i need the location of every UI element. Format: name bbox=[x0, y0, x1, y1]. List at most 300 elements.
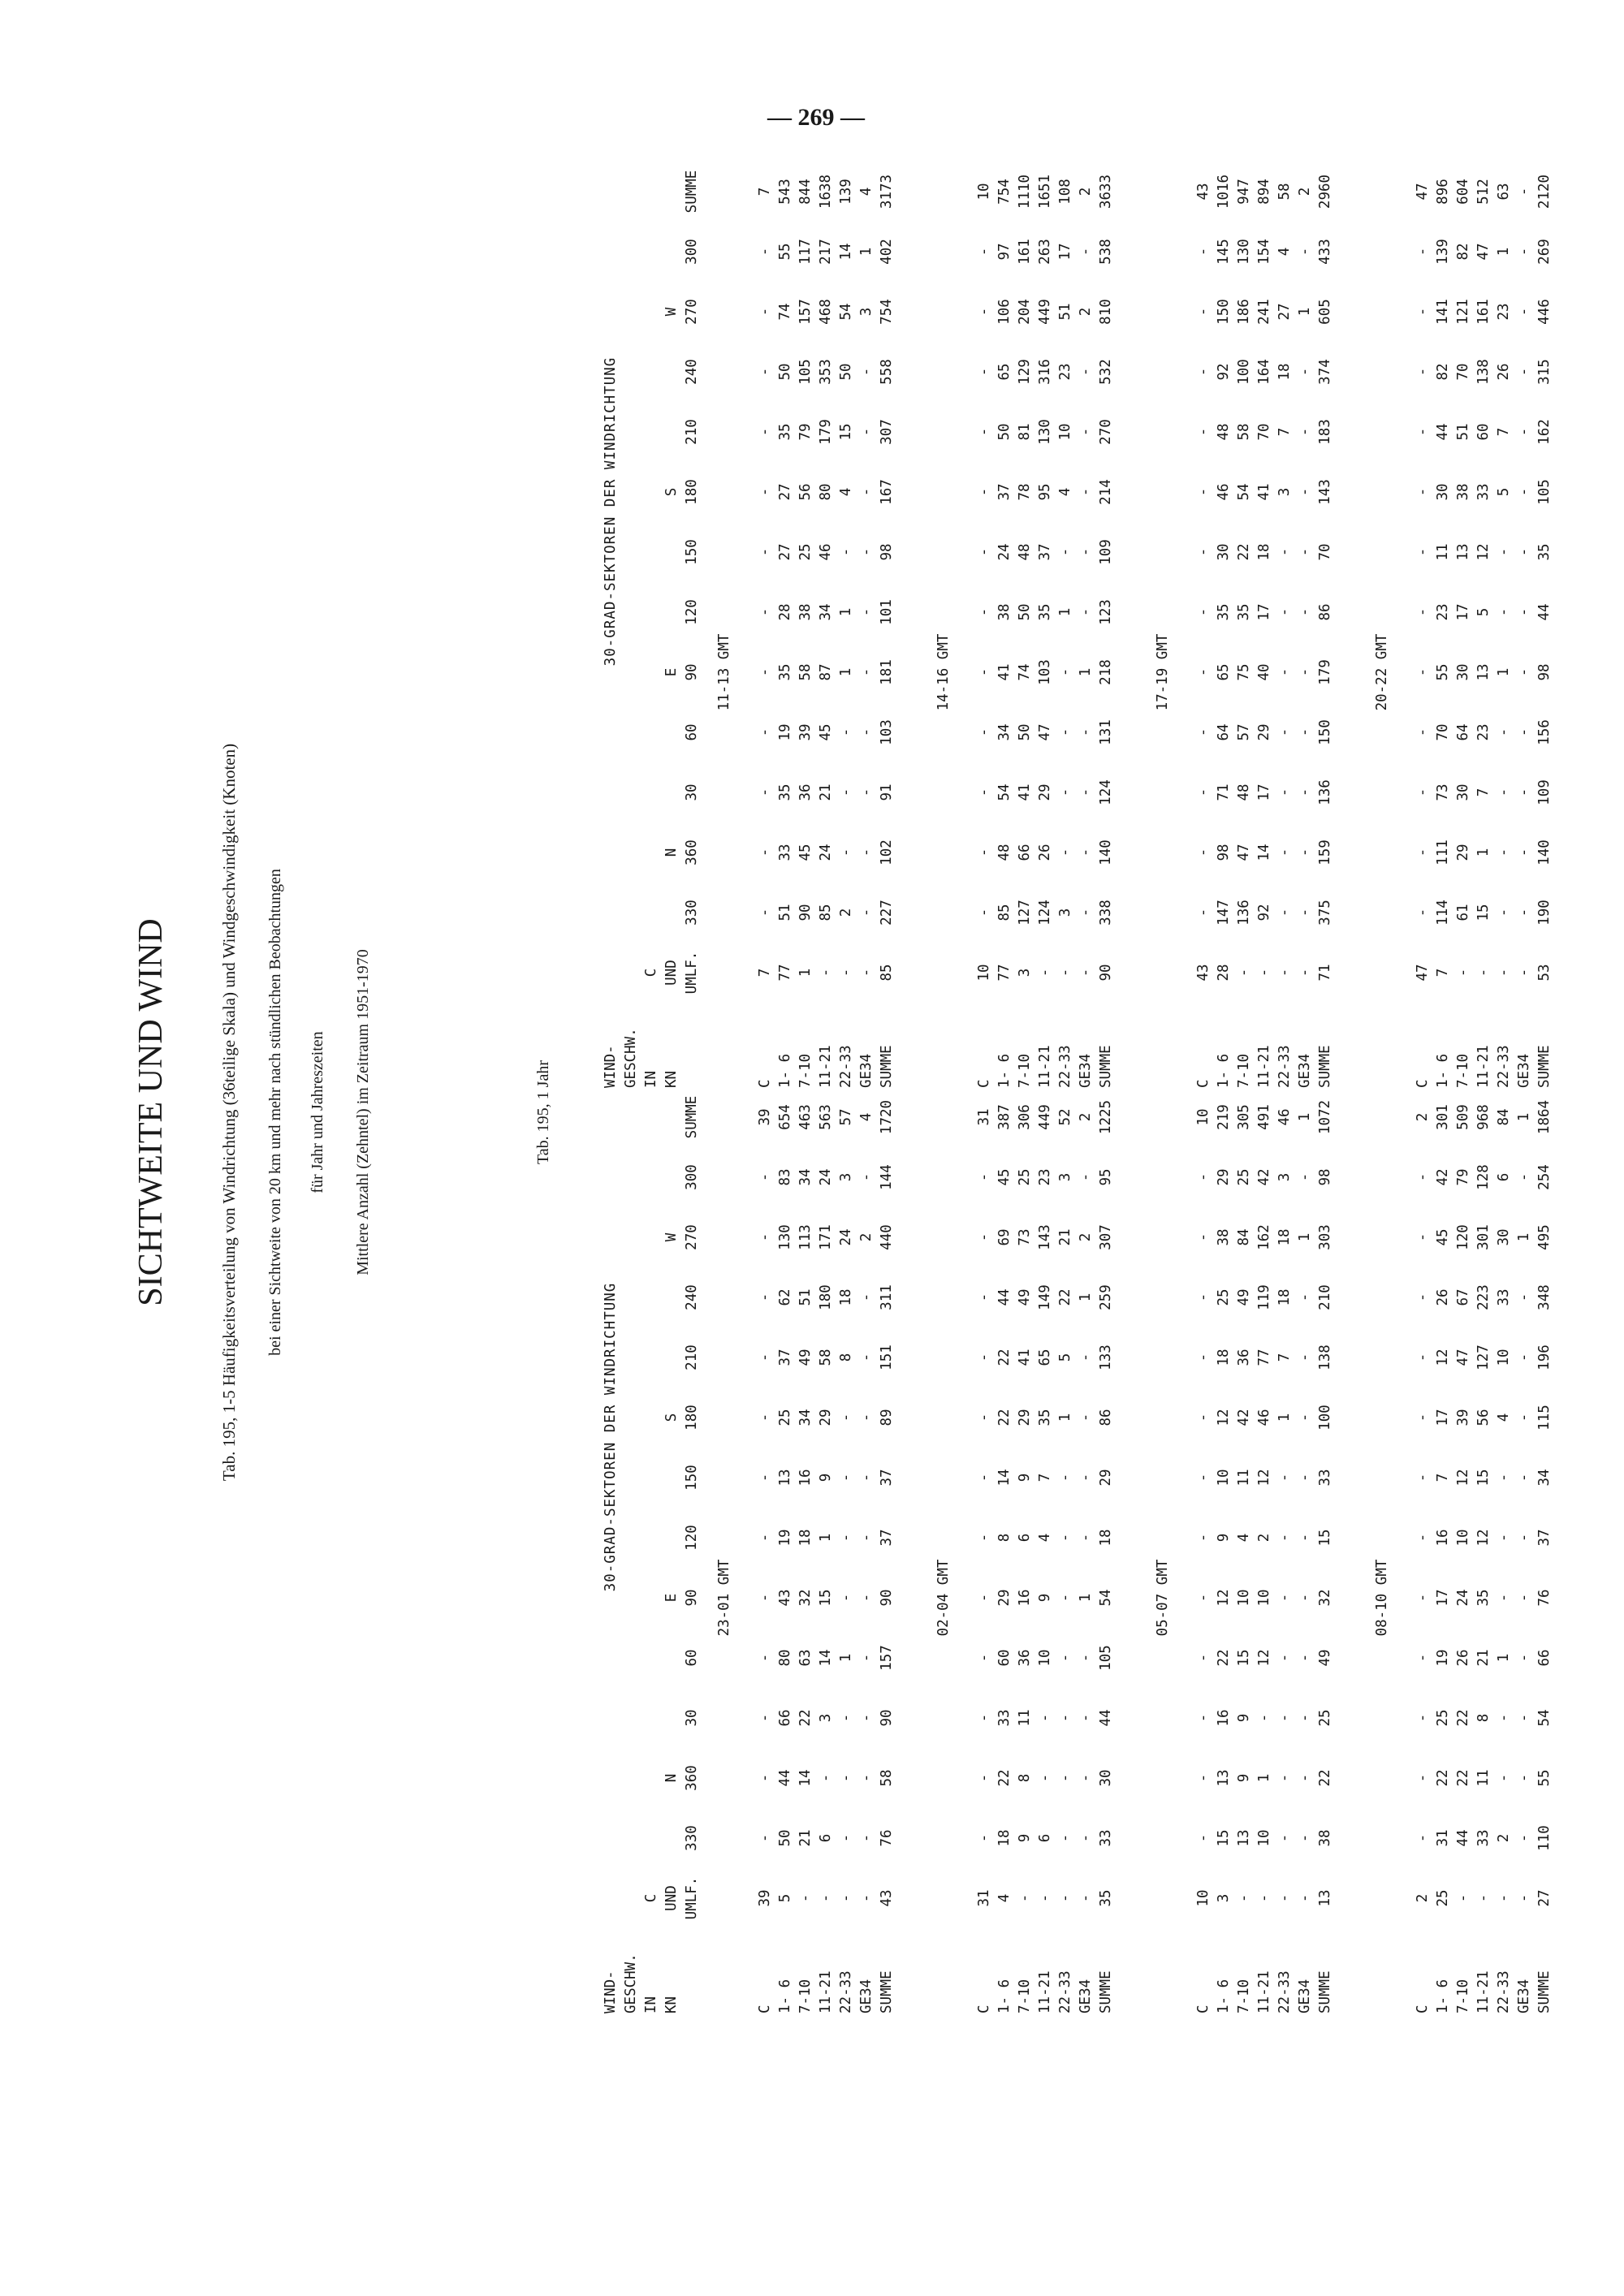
table-cell: 145 bbox=[1216, 239, 1232, 265]
table-cell: 23 bbox=[1475, 723, 1492, 741]
table-cell: 29 bbox=[1216, 1168, 1232, 1186]
table-cell: 1 bbox=[858, 247, 875, 257]
direction-header: 150 bbox=[684, 1465, 700, 1491]
table-cell: - bbox=[1516, 427, 1532, 437]
table-cell: - bbox=[1516, 1653, 1532, 1663]
table-cell: 17 bbox=[1455, 603, 1471, 621]
table-cell: 22 bbox=[1317, 1769, 1333, 1787]
table-cell: 440 bbox=[879, 1224, 895, 1250]
table-cell: - bbox=[757, 427, 773, 437]
table-cell: 22 bbox=[1236, 543, 1252, 561]
table-cell: 23 bbox=[1057, 363, 1073, 381]
table-cell: 35 bbox=[777, 663, 793, 681]
table-cell: 303 bbox=[1317, 1224, 1333, 1250]
row-label: SUMME bbox=[1536, 1045, 1553, 1088]
table-cell: 1638 bbox=[818, 174, 834, 209]
table-cell: 141 bbox=[1435, 299, 1451, 325]
table-cell: 33 bbox=[996, 1709, 1013, 1727]
table-cell: 37 bbox=[777, 1349, 793, 1366]
table-cell: 18 bbox=[1098, 1529, 1114, 1547]
table-cell: 24 bbox=[1455, 1589, 1471, 1607]
table-cell: 1864 bbox=[1536, 1099, 1553, 1135]
main-title: SICHTWEITE UND WIND bbox=[132, 918, 170, 1306]
table-cell: 47 bbox=[1236, 844, 1252, 861]
table-row bbox=[836, 179, 857, 1088]
table-cell: - bbox=[757, 367, 773, 377]
time-section-label: 02-04 GMT bbox=[935, 1559, 952, 1637]
time-section-label: 11-13 GMT bbox=[716, 633, 732, 711]
table-cell: - bbox=[1496, 1773, 1512, 1783]
sector-title: 30-GRAD-SEKTOREN DER WINDRICHTUNG bbox=[603, 356, 619, 667]
table-cell: - bbox=[1415, 607, 1431, 617]
row-label: 7-10 bbox=[1236, 1979, 1252, 2013]
table-row bbox=[1076, 179, 1096, 1088]
table-row bbox=[836, 1104, 857, 2013]
table-cell: - bbox=[1415, 1172, 1431, 1182]
table-cell: 27 bbox=[1276, 303, 1293, 321]
row-label: 11-21 bbox=[818, 1045, 834, 1088]
table-cell: 10 bbox=[1195, 1108, 1212, 1126]
table-row bbox=[877, 174, 897, 1088]
table-cell: - bbox=[1078, 968, 1094, 978]
table-cell: 50 bbox=[777, 1829, 793, 1847]
table-cell: - bbox=[858, 1893, 875, 1903]
table-row bbox=[995, 179, 1015, 1088]
table-cell: 48 bbox=[1236, 783, 1252, 801]
table-cell: - bbox=[757, 1413, 773, 1422]
table-cell: 263 bbox=[1037, 239, 1053, 265]
table-cell: - bbox=[1057, 788, 1073, 797]
table-row bbox=[1015, 1104, 1035, 2013]
table-cell: - bbox=[1078, 1533, 1094, 1543]
table-cell: - bbox=[858, 487, 875, 497]
table-cell: 71 bbox=[1216, 783, 1232, 801]
table-cell: 76 bbox=[879, 1829, 895, 1847]
table-cell: 119 bbox=[1256, 1284, 1272, 1310]
row-label: 1- 6 bbox=[996, 1053, 1013, 1088]
row-label: 7-10 bbox=[1017, 1979, 1033, 2013]
table-cell: - bbox=[1415, 1773, 1431, 1783]
table-cell: - bbox=[1496, 1533, 1512, 1543]
direction-header: 120 bbox=[684, 1525, 700, 1551]
table-cell: 463 bbox=[797, 1104, 814, 1130]
table-cell: 74 bbox=[1017, 663, 1033, 681]
table-cell: 18 bbox=[996, 1829, 1013, 1847]
table-cell: 433 bbox=[1317, 239, 1333, 265]
table-cell: - bbox=[858, 1293, 875, 1302]
table-cell: 79 bbox=[1455, 1168, 1471, 1186]
table-cell: - bbox=[1516, 247, 1532, 257]
table-cell: 14 bbox=[1256, 844, 1272, 861]
table-cell: 38 bbox=[996, 603, 1013, 621]
table-cell: 48 bbox=[996, 844, 1013, 861]
table-cell: - bbox=[1037, 968, 1053, 978]
direction-header: 30 bbox=[684, 783, 700, 801]
table-cell: 92 bbox=[1256, 904, 1272, 921]
table-cell: 149 bbox=[1037, 1284, 1053, 1310]
table-cell: - bbox=[1195, 307, 1212, 317]
table-cell: 11 bbox=[1017, 1709, 1033, 1727]
table-cell: 353 bbox=[818, 359, 834, 385]
table-row bbox=[1474, 179, 1494, 1088]
table-cell: 315 bbox=[1536, 359, 1553, 385]
table-cell: 42 bbox=[1236, 1409, 1252, 1426]
table-cell: 446 bbox=[1536, 299, 1553, 325]
table-cell: 2 bbox=[1078, 187, 1094, 196]
table-cell: - bbox=[858, 367, 875, 377]
table-cell: 26 bbox=[1496, 363, 1512, 381]
table-cell: - bbox=[1276, 968, 1293, 978]
table-cell: - bbox=[1496, 908, 1512, 917]
table-cell: 306 bbox=[1017, 1104, 1033, 1130]
table-cell: 375 bbox=[1317, 900, 1333, 926]
table-cell: 13 bbox=[1317, 1889, 1333, 1907]
table-cell: - bbox=[976, 1232, 992, 1242]
table-cell: 140 bbox=[1098, 839, 1114, 865]
row-label: GE34 bbox=[1516, 1979, 1532, 2013]
row-label: SUMME bbox=[1536, 1970, 1553, 2013]
table-cell: 33 bbox=[1098, 1829, 1114, 1847]
table-cell: - bbox=[1516, 667, 1532, 677]
table-cell: - bbox=[1195, 1353, 1212, 1362]
table-row bbox=[1056, 179, 1076, 1088]
table-cell: 2 bbox=[1078, 1232, 1094, 1242]
table-cell: 12 bbox=[1455, 1469, 1471, 1487]
table-cell: 31 bbox=[1435, 1829, 1451, 1847]
table-cell: 4 bbox=[858, 187, 875, 196]
table-cell: 3 bbox=[1057, 908, 1073, 917]
table-cell: 35 bbox=[1098, 1889, 1114, 1907]
table-row bbox=[974, 1104, 995, 2013]
wind-speed-header-2: GESCHW. bbox=[623, 1953, 639, 2013]
table-cell: 15 bbox=[1475, 904, 1492, 921]
table-cell: 35 bbox=[777, 783, 793, 801]
table-row bbox=[1255, 179, 1275, 1088]
table-cell: 14 bbox=[797, 1769, 814, 1787]
table-cell: 77 bbox=[777, 964, 793, 982]
table-cell: 11 bbox=[1475, 1769, 1492, 1787]
row-label: 7-10 bbox=[797, 1053, 814, 1088]
compass-letter: N bbox=[663, 1773, 680, 1783]
table-cell: 58 bbox=[1236, 423, 1252, 441]
table-cell: - bbox=[1078, 1473, 1094, 1482]
table-cell: - bbox=[1297, 607, 1313, 617]
table-cell: 128 bbox=[1475, 1164, 1492, 1190]
table-cell: 16 bbox=[797, 1469, 814, 1487]
table-cell: 51 bbox=[797, 1288, 814, 1306]
table-cell: 26 bbox=[1037, 844, 1053, 861]
table-cell: 9 bbox=[1037, 1593, 1053, 1603]
table-cell: 82 bbox=[1435, 363, 1451, 381]
table-cell: - bbox=[976, 1293, 992, 1302]
table-cell: 95 bbox=[1098, 1168, 1114, 1186]
table-cell: 254 bbox=[1536, 1164, 1553, 1190]
table-cell: 57 bbox=[838, 1108, 854, 1126]
table-cell: - bbox=[1516, 848, 1532, 857]
table-cell: 1 bbox=[1276, 1413, 1293, 1422]
table-cell: - bbox=[757, 1232, 773, 1242]
table-cell: - bbox=[757, 1172, 773, 1182]
table-cell: 154 bbox=[1256, 239, 1272, 265]
table-cell: 8 bbox=[996, 1533, 1013, 1543]
table-cell: 204 bbox=[1017, 299, 1033, 325]
table-cell: 53 bbox=[1536, 964, 1553, 982]
table-cell: 51 bbox=[1455, 423, 1471, 441]
table-cell: 156 bbox=[1536, 719, 1553, 745]
table-cell: 75 bbox=[1236, 663, 1252, 681]
table-cell: 1 bbox=[818, 1533, 834, 1543]
table-cell: 117 bbox=[797, 239, 814, 265]
table-row bbox=[857, 1104, 877, 2013]
table-cell: - bbox=[1195, 1232, 1212, 1242]
table-cell: 80 bbox=[818, 483, 834, 501]
table-cell: - bbox=[1276, 667, 1293, 677]
table-cell: 44 bbox=[1098, 1709, 1114, 1727]
table-row bbox=[1194, 179, 1214, 1088]
table-cell: - bbox=[858, 1653, 875, 1663]
row-label: 1- 6 bbox=[1435, 1053, 1451, 1088]
table-cell: - bbox=[858, 968, 875, 978]
table-cell: - bbox=[1057, 848, 1073, 857]
table-cell: 84 bbox=[1236, 1228, 1252, 1246]
table-cell: - bbox=[976, 788, 992, 797]
table-row bbox=[1076, 1104, 1096, 2013]
row-label: C bbox=[1195, 1079, 1212, 1088]
table-cell: - bbox=[1195, 427, 1212, 437]
row-label: 1- 6 bbox=[1216, 1979, 1232, 2013]
table-cell: 214 bbox=[1098, 479, 1114, 505]
table-cell: - bbox=[757, 1773, 773, 1783]
table-cell: 509 bbox=[1455, 1104, 1471, 1130]
table-cell: 25 bbox=[1236, 1168, 1252, 1186]
row-label: 22-33 bbox=[838, 1970, 854, 2013]
table-cell: - bbox=[1297, 1533, 1313, 1543]
table-cell: - bbox=[1057, 1773, 1073, 1783]
table-cell: - bbox=[1516, 607, 1532, 617]
table-cell: - bbox=[1415, 427, 1431, 437]
table-cell: - bbox=[838, 1473, 854, 1482]
table-cell: 44 bbox=[777, 1769, 793, 1787]
table-cell: 12 bbox=[1256, 1469, 1272, 1487]
table-cell: 18 bbox=[1216, 1349, 1232, 1366]
table-row bbox=[1413, 179, 1433, 1088]
table-cell: 45 bbox=[797, 844, 814, 861]
table-cell: 491 bbox=[1256, 1104, 1272, 1130]
table-cell: 1 bbox=[838, 1653, 854, 1663]
table-cell: 30 bbox=[1496, 1228, 1512, 1246]
table-cell: 1 bbox=[1496, 247, 1512, 257]
table-cell: 10 bbox=[976, 183, 992, 201]
table-cell: 270 bbox=[1098, 419, 1114, 445]
table-cell: - bbox=[1078, 1653, 1094, 1663]
table-cell: - bbox=[976, 1172, 992, 1182]
table-cell: 27 bbox=[777, 543, 793, 561]
table-row bbox=[974, 179, 995, 1088]
table-cell: - bbox=[976, 1413, 992, 1422]
table-cell: - bbox=[757, 607, 773, 617]
table-cell: 9 bbox=[1017, 1833, 1033, 1843]
table-cell: - bbox=[757, 908, 773, 917]
table-cell: 35 bbox=[1475, 1589, 1492, 1607]
table-row bbox=[796, 179, 816, 1088]
table-cell: - bbox=[1415, 367, 1431, 377]
table-cell: 259 bbox=[1098, 1284, 1114, 1310]
table-cell: 22 bbox=[1435, 1769, 1451, 1787]
row-label: 7-10 bbox=[1017, 1053, 1033, 1088]
table-cell: - bbox=[858, 1533, 875, 1543]
table-cell: 54 bbox=[1536, 1709, 1553, 1727]
table-cell: 14 bbox=[996, 1469, 1013, 1487]
table-cell: 41 bbox=[1017, 783, 1033, 801]
table-cell: 1 bbox=[1256, 1773, 1272, 1783]
table-cell: - bbox=[976, 1533, 992, 1543]
table-cell: 33 bbox=[1475, 1829, 1492, 1847]
table-cell: - bbox=[858, 788, 875, 797]
table-cell: 86 bbox=[1098, 1409, 1114, 1426]
row-label: 7-10 bbox=[1236, 1053, 1252, 1088]
row-label: GE34 bbox=[1078, 1979, 1094, 2013]
table-cell: - bbox=[976, 307, 992, 317]
table-cell: - bbox=[1078, 547, 1094, 557]
table-cell: - bbox=[1195, 1473, 1212, 1482]
row-label: 22-33 bbox=[838, 1045, 854, 1088]
table-cell: 22 bbox=[996, 1769, 1013, 1787]
rotated-page-content bbox=[97, 170, 1553, 2030]
table-cell: - bbox=[757, 667, 773, 677]
table-cell: - bbox=[976, 1653, 992, 1663]
table-cell: 219 bbox=[1216, 1104, 1232, 1130]
table-cell: 22 bbox=[1057, 1288, 1073, 1306]
table-cell: 167 bbox=[879, 479, 895, 505]
table-cell: - bbox=[1297, 1473, 1313, 1482]
table-cell: - bbox=[1496, 968, 1512, 978]
table-cell: 30 bbox=[1455, 783, 1471, 801]
table-cell: 30 bbox=[1435, 483, 1451, 501]
direction-header: SUMME bbox=[684, 170, 700, 214]
table-cell: 563 bbox=[818, 1104, 834, 1130]
table-cell: 79 bbox=[797, 423, 814, 441]
table-row bbox=[816, 174, 836, 1088]
table-cell: 161 bbox=[1475, 299, 1492, 325]
table-cell: 227 bbox=[879, 900, 895, 926]
compass-letter: S bbox=[663, 487, 680, 497]
table-cell: 133 bbox=[1098, 1344, 1114, 1370]
table-cell: - bbox=[1496, 1893, 1512, 1903]
column-header bbox=[601, 170, 705, 1088]
table-row bbox=[1035, 1104, 1056, 2013]
table-cell: - bbox=[858, 1833, 875, 1843]
table-row bbox=[1315, 174, 1336, 1088]
row-label: 7-10 bbox=[1455, 1053, 1471, 1088]
table-cell: 7 bbox=[1475, 788, 1492, 797]
table-cell: 17 bbox=[1435, 1589, 1451, 1607]
table-cell: 10 bbox=[1037, 1649, 1053, 1667]
table-cell: 8 bbox=[1017, 1773, 1033, 1783]
table-cell: 22 bbox=[1455, 1769, 1471, 1787]
table-cell: - bbox=[1297, 1293, 1313, 1302]
table-cell: - bbox=[1297, 487, 1313, 497]
time-section-label: 20-22 GMT bbox=[1374, 633, 1390, 711]
table-cell: 57 bbox=[1236, 723, 1252, 741]
table-cell: - bbox=[1415, 247, 1431, 257]
table-cell: - bbox=[818, 1773, 834, 1783]
table-cell: 307 bbox=[1098, 1224, 1114, 1250]
table-cell: 14 bbox=[838, 243, 854, 261]
table-cell: 13 bbox=[1216, 1769, 1232, 1787]
table-cell: - bbox=[1516, 1833, 1532, 1843]
table-cell: 11 bbox=[1435, 543, 1451, 561]
table-cell: - bbox=[1297, 547, 1313, 557]
row-label: 1- 6 bbox=[996, 1979, 1013, 2013]
table-cell: - bbox=[1297, 788, 1313, 797]
table-cell: 60 bbox=[996, 1649, 1013, 1667]
table-cell: - bbox=[858, 1353, 875, 1362]
table-cell: - bbox=[1256, 968, 1272, 978]
table-cell: 51 bbox=[1057, 303, 1073, 321]
table-cell: - bbox=[1415, 1533, 1431, 1543]
table-cell: - bbox=[1297, 968, 1313, 978]
table-cell: 179 bbox=[1317, 659, 1333, 685]
table-cell: 1651 bbox=[1037, 174, 1053, 209]
table-cell: 1 bbox=[838, 667, 854, 677]
table-cell: 162 bbox=[1536, 419, 1553, 445]
table-cell: 1 bbox=[1057, 607, 1073, 617]
table-cell: 179 bbox=[818, 419, 834, 445]
table-cell: - bbox=[1516, 1773, 1532, 1783]
table-cell: 98 bbox=[1536, 663, 1553, 681]
table-cell: 29 bbox=[1037, 783, 1053, 801]
table-cell: - bbox=[1078, 1353, 1094, 1362]
table-cell: - bbox=[838, 1413, 854, 1422]
wind-speed-header-3: IN bbox=[643, 1996, 659, 2013]
table-cell: 10 bbox=[1496, 1349, 1512, 1366]
row-label: C bbox=[976, 1079, 992, 1088]
table-cell: 25 bbox=[1216, 1288, 1232, 1306]
table-cell: - bbox=[1516, 487, 1532, 497]
table-cell: 76 bbox=[1536, 1589, 1553, 1607]
table-cell: 39 bbox=[757, 1889, 773, 1907]
time-section-label: 23-01 GMT bbox=[716, 1559, 732, 1637]
table-cell: 102 bbox=[879, 839, 895, 865]
table-cell: 100 bbox=[1236, 359, 1252, 385]
table-cell: - bbox=[1078, 607, 1094, 617]
table-cell: 1110 bbox=[1017, 174, 1033, 209]
table-cell: 40 bbox=[1256, 663, 1272, 681]
table-cell: - bbox=[1195, 607, 1212, 617]
table-cell: 22 bbox=[1216, 1649, 1232, 1667]
table-cell: 12 bbox=[1216, 1589, 1232, 1607]
table-row bbox=[1035, 174, 1056, 1088]
table-cell: - bbox=[858, 1473, 875, 1482]
row-label: GE34 bbox=[858, 1979, 875, 2013]
table-cell: 138 bbox=[1475, 359, 1492, 385]
table-cell: 23 bbox=[1037, 1168, 1053, 1186]
table-cell: 38 bbox=[797, 603, 814, 621]
table-cell: 123 bbox=[1098, 599, 1114, 625]
table-cell: 30 bbox=[1216, 543, 1232, 561]
table-cell: 7 bbox=[1435, 968, 1451, 978]
table-cell: 4 bbox=[1236, 1533, 1252, 1543]
table-cell: 29 bbox=[1455, 844, 1471, 861]
table-cell: 54 bbox=[1236, 483, 1252, 501]
table-cell: - bbox=[858, 848, 875, 857]
table-cell: - bbox=[976, 1593, 992, 1603]
table-cell: 100 bbox=[1317, 1405, 1333, 1431]
table-cell: - bbox=[1276, 1713, 1293, 1723]
table-cell: - bbox=[1415, 487, 1431, 497]
table-cell: 5 bbox=[777, 1893, 793, 1903]
table-cell: - bbox=[1195, 788, 1212, 797]
